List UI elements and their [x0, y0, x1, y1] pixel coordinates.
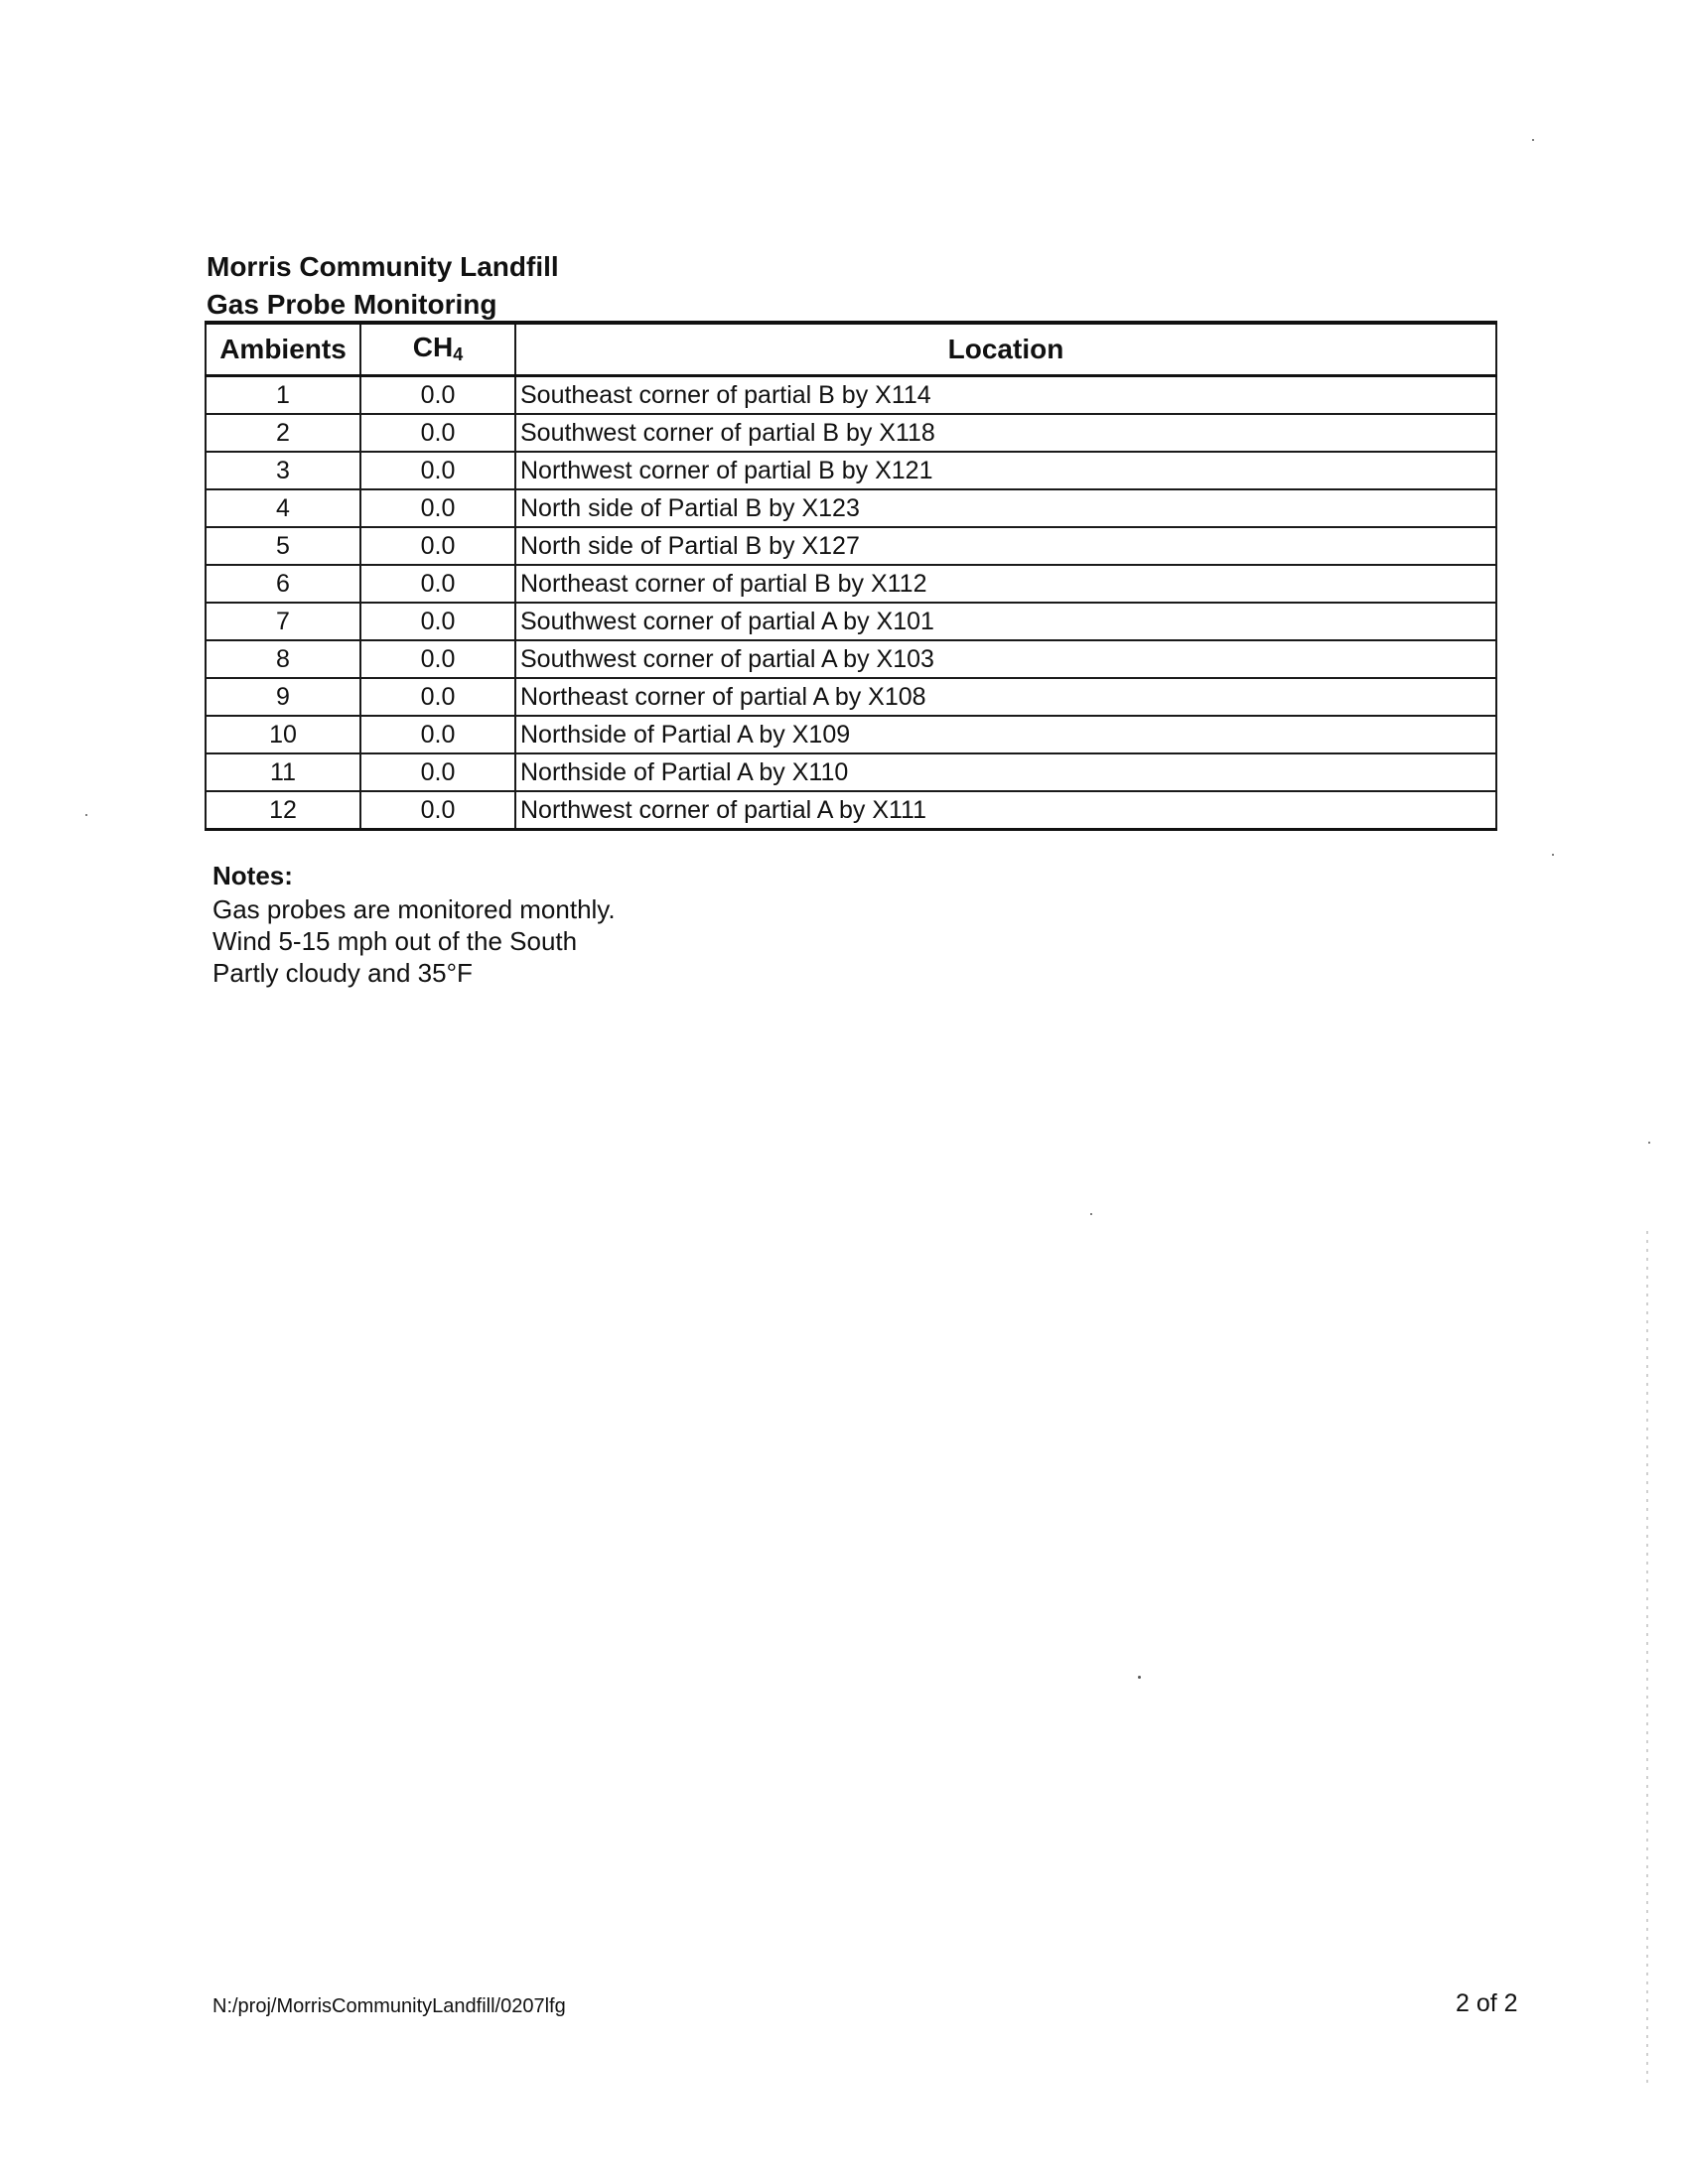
- table-row: [206, 791, 1496, 830]
- header-ch4: [360, 323, 515, 376]
- table-row: [206, 489, 1496, 527]
- cell-ambient: 9: [206, 678, 360, 716]
- cell-ambient: 12: [206, 791, 360, 830]
- cell-ambient: 4: [206, 489, 360, 527]
- cell-ch4: 0.0: [360, 791, 515, 830]
- cell-ambient: 5: [206, 527, 360, 565]
- footer-file-path: N:/proj/MorrisCommunityLandfill/0207lfg: [212, 1995, 566, 2017]
- footer-page-number: 2 of 2: [1456, 1989, 1518, 2017]
- table-row: [206, 414, 1496, 452]
- cell-location: Northside of Partial A by X110: [515, 753, 1496, 791]
- notes-section: [212, 860, 616, 989]
- cell-ambient: 11: [206, 753, 360, 791]
- table-row: [206, 527, 1496, 565]
- table-row: [206, 716, 1496, 753]
- table-row: [206, 640, 1496, 678]
- notes-line: Gas probes are monitored monthly.: [212, 894, 616, 924]
- scan-speck: [1090, 1213, 1092, 1215]
- cell-ch4: 0.0: [360, 753, 515, 791]
- notes-line: Wind 5-15 mph out of the South: [212, 926, 578, 956]
- scan-speck: [85, 814, 87, 816]
- table-row: [206, 376, 1496, 415]
- gas-probe-table: [205, 321, 1497, 831]
- cell-ambient: 1: [206, 376, 360, 415]
- table-row: [206, 753, 1496, 791]
- table-header-row: [206, 323, 1496, 376]
- cell-ambient: 8: [206, 640, 360, 678]
- scan-speck: [1138, 1676, 1141, 1679]
- scan-speck: [1532, 139, 1534, 141]
- cell-ch4: 0.0: [360, 678, 515, 716]
- table-row: [206, 565, 1496, 603]
- notes-line: Partly cloudy and 35°F: [212, 958, 473, 988]
- notes-title: Notes:: [212, 861, 293, 890]
- document-title: Morris Community Landfill: [207, 251, 559, 282]
- cell-ch4: 0.0: [360, 640, 515, 678]
- cell-location: Southeast corner of partial B by X114: [515, 376, 1496, 415]
- cell-location: North side of Partial B by X123: [515, 489, 1496, 527]
- table-row: [206, 678, 1496, 716]
- cell-location: Northeast corner of partial A by X108: [515, 678, 1496, 716]
- scan-edge-artifact: [1646, 1231, 1648, 2085]
- cell-ambient: 3: [206, 452, 360, 489]
- cell-ambient: 7: [206, 603, 360, 640]
- cell-ch4: 0.0: [360, 603, 515, 640]
- scan-speck: [1552, 854, 1554, 856]
- cell-ch4: 0.0: [360, 527, 515, 565]
- document-title-block: [207, 248, 559, 324]
- cell-ch4: 0.0: [360, 565, 515, 603]
- cell-location: Southwest corner of partial B by X118: [515, 414, 1496, 452]
- table-row: [206, 603, 1496, 640]
- cell-location: Northeast corner of partial B by X112: [515, 565, 1496, 603]
- header-ch4-main: CH: [412, 331, 454, 362]
- cell-ch4: 0.0: [360, 376, 515, 415]
- cell-ch4: 0.0: [360, 489, 515, 527]
- header-ch4-subscript: 4: [453, 344, 464, 365]
- cell-location: Northside of Partial A by X109: [515, 716, 1496, 753]
- cell-location: Northwest corner of partial A by X111: [515, 791, 1496, 830]
- header-ambients: Ambients: [206, 323, 360, 376]
- scan-speck: [1648, 1142, 1650, 1144]
- cell-ambient: 2: [206, 414, 360, 452]
- table-row: [206, 452, 1496, 489]
- cell-location: Northwest corner of partial B by X121: [515, 452, 1496, 489]
- cell-location: Southwest corner of partial A by X103: [515, 640, 1496, 678]
- cell-ambient: 10: [206, 716, 360, 753]
- cell-ch4: 0.0: [360, 716, 515, 753]
- cell-ambient: 6: [206, 565, 360, 603]
- cell-location: North side of Partial B by X127: [515, 527, 1496, 565]
- cell-location: Southwest corner of partial A by X101: [515, 603, 1496, 640]
- cell-ch4: 0.0: [360, 452, 515, 489]
- cell-ch4: 0.0: [360, 414, 515, 452]
- header-location: Location: [515, 323, 1496, 376]
- document-subtitle: Gas Probe Monitoring: [207, 289, 497, 320]
